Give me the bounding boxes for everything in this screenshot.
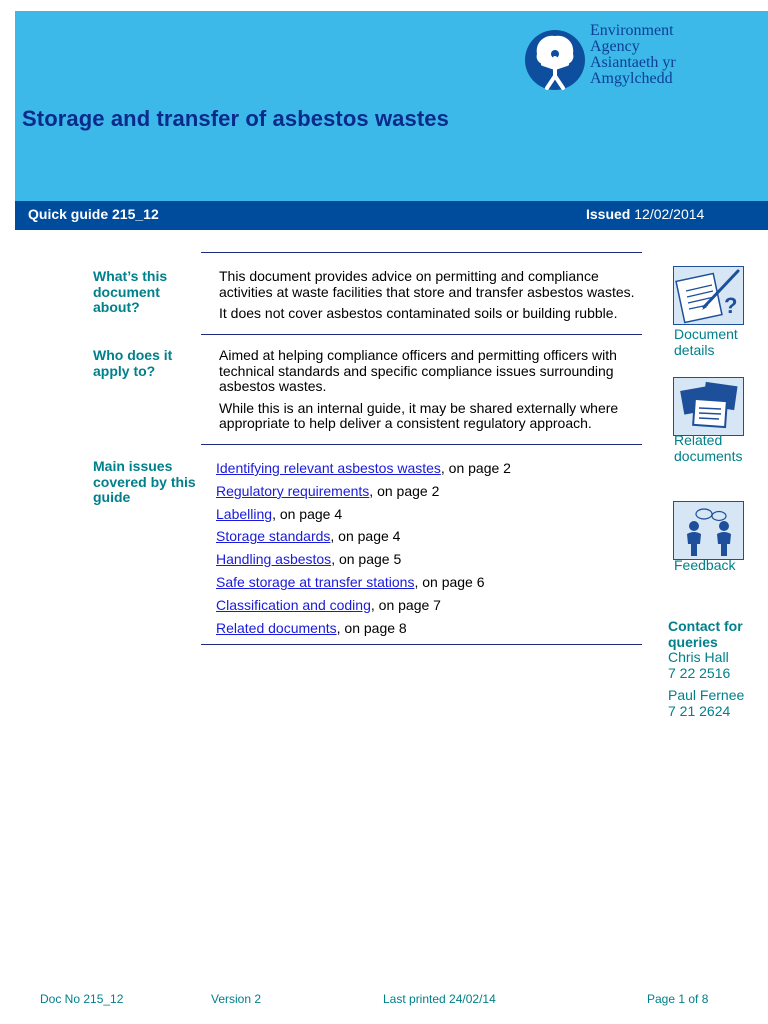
contact-name: Paul Fernee (668, 687, 745, 703)
stacked-documents-icon (674, 378, 743, 435)
page-ref: , on page 2 (369, 482, 440, 499)
list-item (216, 594, 511, 617)
list-item (216, 571, 511, 594)
footer-version: Version 2 (211, 992, 262, 1006)
toc-link[interactable]: Storage standards (216, 528, 331, 545)
paragraph: This document provides advice on permitting and compliance activities at waste facilities that store and transfer asbestos wastes. (219, 268, 635, 300)
logo-line: Amgylchedd (590, 70, 673, 87)
toc-link[interactable]: Safe storage at transfer stations (216, 573, 415, 590)
section-body-audience (219, 348, 649, 438)
issued-label: Issued (586, 206, 631, 222)
guide-number: Quick guide 215_12 (28, 206, 159, 222)
page-ref: , on page 2 (440, 460, 511, 476)
page-ref: , on page 5 (331, 551, 402, 568)
contact-phone: 7 22 2516 (668, 664, 731, 681)
list-item (216, 617, 511, 640)
document-pen-icon (674, 267, 743, 324)
paragraph: Aimed at helping compliance officers and permitting officers with technical standards and specific compliance issues surrounding asbestos wastes. (219, 347, 617, 394)
section-divider (201, 334, 642, 335)
logo-line: Environment (590, 22, 674, 39)
page-title: Storage and transfer of asbestos wastes (22, 106, 449, 131)
list-item (216, 525, 511, 548)
toc-link[interactable]: Handling asbestos (216, 551, 332, 568)
contact-heading: Contact for queries (668, 618, 743, 650)
section-body-about (219, 269, 649, 328)
paragraph: It does not cover asbestos contaminated soils or building rubble. (219, 305, 618, 321)
footer-last-printed: Last printed 24/02/14 (383, 992, 496, 1006)
section-divider (201, 644, 642, 645)
page-ref: , on page 7 (370, 596, 441, 613)
issued-value: 12/02/2014 (634, 206, 705, 222)
page-ref: , on page 6 (414, 573, 485, 590)
contact-card (668, 688, 744, 719)
list-item (216, 503, 511, 526)
footer-doc-no: Doc No 215_12 (40, 992, 124, 1006)
feedback-label[interactable]: Feedback (674, 557, 736, 573)
guide-info-bar (15, 201, 768, 230)
section-label-about: What’s this document about? (93, 268, 168, 315)
document-details-label[interactable]: Document details (674, 326, 738, 358)
list-item (216, 548, 511, 571)
tree-person-logo-icon (523, 24, 587, 100)
toc-link[interactable]: Related documents (216, 619, 337, 636)
related-documents-button[interactable] (673, 377, 744, 436)
feedback-button[interactable] (673, 501, 744, 560)
page-ref: , on page 8 (336, 619, 407, 636)
section-divider (201, 444, 642, 445)
document-details-button[interactable] (673, 266, 744, 325)
related-documents-label[interactable]: Related documents (674, 432, 743, 464)
list-item (216, 457, 511, 480)
toc-link[interactable]: Labelling (216, 505, 273, 522)
toc-link[interactable]: Regulatory requirements (216, 482, 370, 499)
people-feedback-icon (674, 502, 743, 559)
paragraph: While this is an internal guide, it may be shared externally where appropriate to help deliver a consistent regulatory approach. (219, 399, 619, 431)
contact-phone: 7 21 2624 (668, 702, 731, 719)
list-item (216, 480, 511, 503)
logo-line: Agency (590, 38, 640, 55)
toc-link[interactable]: Identifying relevant asbestos wastes (216, 460, 441, 476)
page-ref: , on page 4 (272, 505, 343, 522)
contact-name: Chris Hall (668, 649, 729, 665)
issues-list (216, 457, 511, 639)
agency-logo-text (590, 23, 676, 87)
section-divider (201, 252, 642, 253)
toc-link[interactable]: Classification and coding (216, 596, 371, 613)
section-label-issues: Main issues covered by this guide (93, 458, 196, 505)
issued-date (586, 206, 704, 222)
page-ref: , on page 4 (330, 528, 401, 545)
contact-card (668, 650, 730, 681)
section-label-audience: Who does it apply to? (93, 347, 173, 379)
svg-text:?: ? (724, 293, 738, 318)
footer-page-number: Page 1 of 8 (647, 992, 709, 1006)
logo-line: Asiantaeth yr (590, 54, 676, 71)
